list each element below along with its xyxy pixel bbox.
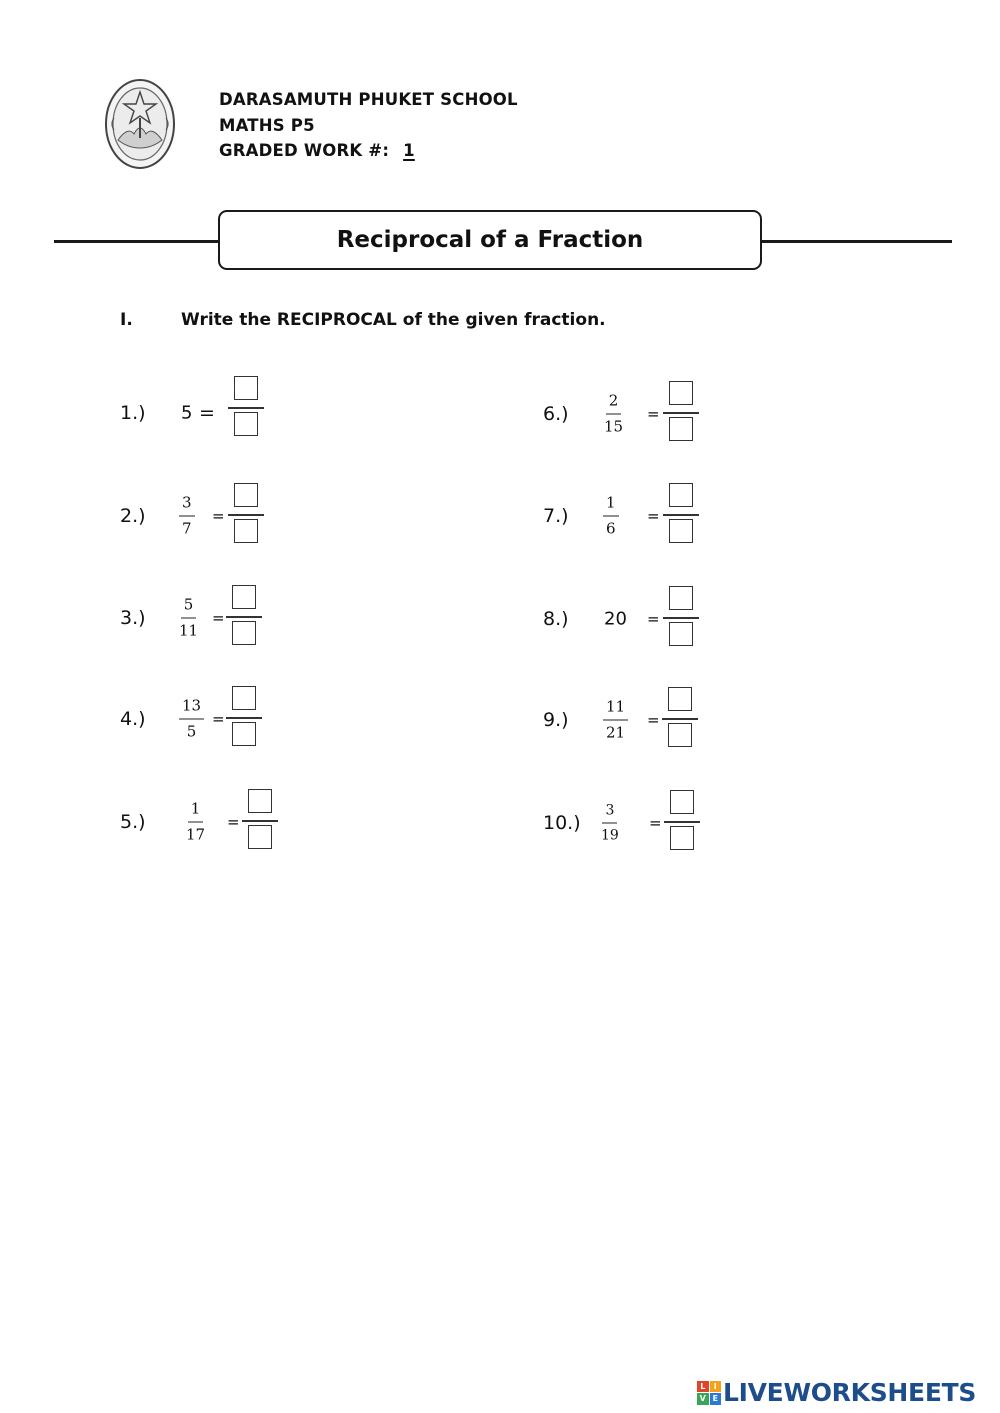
denominator-input[interactable] (234, 412, 258, 436)
numerator-input[interactable] (234, 483, 258, 507)
given-denominator: 5 (186, 722, 197, 741)
equals-sign: = (212, 507, 225, 525)
given-denominator: 17 (186, 825, 206, 844)
denominator-input[interactable] (234, 519, 258, 543)
section-number: I. (120, 310, 133, 330)
title-rule-right (761, 240, 952, 243)
question-number: 6.) (543, 403, 569, 425)
numerator-input[interactable] (670, 790, 694, 814)
answer-fraction (226, 583, 262, 653)
denominator-input[interactable] (669, 417, 693, 441)
logo-letter: L (697, 1381, 709, 1393)
denominator-input[interactable] (670, 826, 694, 850)
numerator-input[interactable] (232, 686, 256, 710)
given-numerator: 2 (606, 394, 622, 415)
numerator-input[interactable] (248, 789, 272, 813)
graded-work-number: 1 (403, 141, 415, 160)
graded-work (219, 141, 423, 160)
question-number: 9.) (543, 709, 569, 731)
denominator-input[interactable] (669, 622, 693, 646)
given-fraction (603, 697, 628, 742)
logo-letter: E (710, 1393, 722, 1405)
given-numerator: 1 (603, 496, 619, 517)
given-numerator: 3 (179, 496, 195, 517)
question-number: 5.) (120, 811, 146, 833)
question-5 (120, 787, 290, 857)
given-denominator: 21 (606, 723, 626, 742)
fraction-bar (228, 514, 264, 516)
question-number: 4.) (120, 708, 146, 730)
question-4 (120, 684, 280, 754)
numerator-input[interactable] (232, 585, 256, 609)
equals-sign: = (647, 610, 660, 628)
question-number: 3.) (120, 607, 146, 629)
fraction-bar (226, 616, 262, 618)
given-fraction (179, 493, 195, 538)
numerator-input[interactable] (669, 483, 693, 507)
equals-sign: = (647, 405, 660, 423)
given-numerator: 5 (181, 598, 197, 619)
answer-fraction (663, 481, 699, 551)
fraction-bar (664, 821, 700, 823)
given-denominator: 7 (182, 519, 192, 538)
question-2 (120, 481, 280, 551)
denominator-input[interactable] (232, 722, 256, 746)
answer-fraction (228, 374, 264, 444)
numerator-input[interactable] (234, 376, 258, 400)
answer-fraction (663, 584, 699, 654)
equals-sign: = (212, 710, 225, 728)
numerator-input[interactable] (669, 381, 693, 405)
equals-sign: = (212, 609, 225, 627)
fraction-bar (663, 514, 699, 516)
answer-fraction (664, 788, 700, 858)
given-numerator: 1 (188, 802, 204, 823)
question-9 (543, 685, 713, 755)
given-denominator: 19 (601, 827, 619, 844)
logo-letter: V (697, 1393, 709, 1405)
fraction-bar (663, 617, 699, 619)
graded-work-label: GRADED WORK #: (219, 141, 390, 160)
section-instruction: Write the RECIPROCAL of the given fraction. (181, 310, 606, 330)
given-fraction (601, 804, 619, 843)
fraction-bar (226, 717, 262, 719)
question-number: 10.) (543, 812, 581, 834)
question-number: 2.) (120, 505, 146, 527)
given-whole-number: 20 (604, 608, 627, 630)
liveworksheets-logo (697, 1378, 976, 1407)
given-numerator: 3 (602, 804, 617, 824)
fraction-bar (662, 718, 698, 720)
question-number: 8.) (543, 608, 569, 630)
question-8 (543, 584, 713, 654)
denominator-input[interactable] (248, 825, 272, 849)
given-denominator: 11 (179, 621, 199, 640)
given-fraction (186, 799, 206, 844)
fraction-bar (242, 820, 278, 822)
numerator-input[interactable] (669, 586, 693, 610)
question-7 (543, 481, 713, 551)
fraction-bar (228, 407, 264, 409)
title-rule-left (54, 240, 220, 243)
given-fraction (179, 595, 199, 640)
given-fraction (604, 391, 624, 436)
question-number: 1.) (120, 402, 146, 424)
question-3 (120, 583, 280, 653)
given-denominator: 6 (606, 519, 616, 538)
question-10 (543, 788, 713, 858)
school-name: DARASAMUTH PHUKET SCHOOL (219, 90, 518, 109)
answer-fraction (226, 684, 262, 754)
denominator-input[interactable] (669, 519, 693, 543)
answer-fraction (662, 685, 698, 755)
answer-fraction (228, 481, 264, 551)
liveworksheets-icon (697, 1381, 721, 1405)
fraction-bar (663, 412, 699, 414)
equals-sign: = (199, 402, 215, 424)
given-whole-number: 5 (181, 402, 193, 424)
equals-sign: = (647, 507, 660, 525)
given-numerator: 13 (179, 699, 204, 720)
equals-sign: = (649, 814, 662, 832)
given-numerator: 11 (603, 700, 628, 721)
question-number: 7.) (543, 505, 569, 527)
answer-fraction (663, 379, 699, 449)
denominator-input[interactable] (668, 723, 692, 747)
given-denominator: 15 (604, 417, 624, 436)
question-1 (120, 378, 280, 448)
equals-sign: = (647, 711, 660, 729)
answer-fraction (242, 787, 278, 857)
liveworksheets-wordmark: LIVEWORKSHEETS (723, 1378, 977, 1407)
equals-sign: = (227, 813, 240, 831)
worksheet-title (218, 210, 762, 270)
given-fraction (603, 493, 619, 538)
question-6 (543, 379, 713, 449)
school-seal-icon (104, 78, 176, 170)
given-fraction (179, 696, 204, 741)
logo-letter: I (710, 1381, 722, 1393)
denominator-input[interactable] (232, 621, 256, 645)
worksheet-title-text: Reciprocal of a Fraction (336, 227, 644, 253)
subject-label: MATHS P5 (219, 116, 315, 135)
numerator-input[interactable] (668, 687, 692, 711)
